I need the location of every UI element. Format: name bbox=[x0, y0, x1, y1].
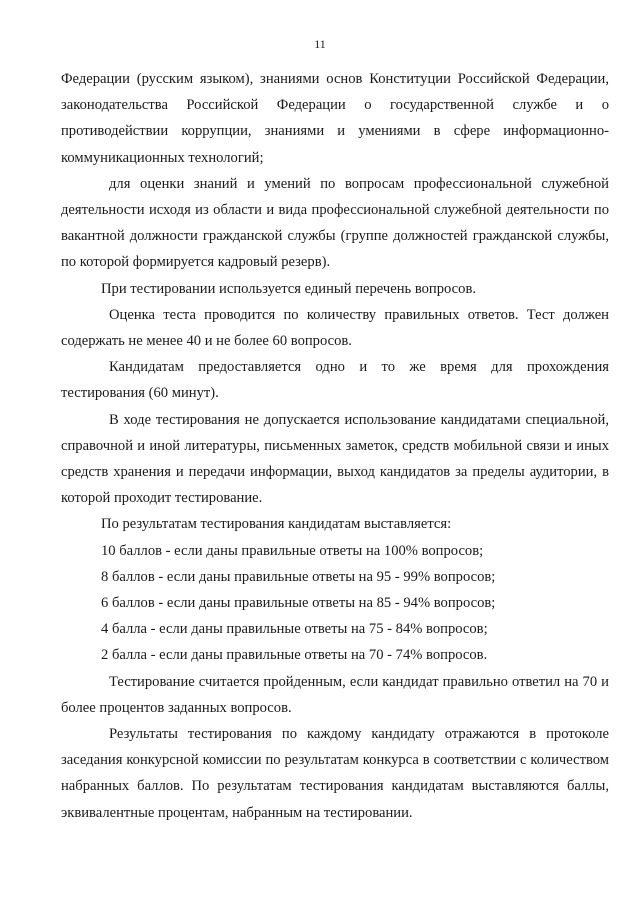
score-item-4: 4 балла - если даны правильные ответы на 75 - 84% вопросов; bbox=[101, 621, 488, 638]
paragraph-pass-threshold: Тестирование считается пройденным, если кандидат правильно ответил на 70 и более процентов заданных вопросов. bbox=[61, 673, 609, 716]
score-item-6: 6 баллов - если даны правильные ответы на 85 - 94% вопросов; bbox=[101, 595, 496, 612]
paragraph-restrictions: В ходе тестирования не допускается использование кандидатами специальной, справочной и иной литературы, письменных заметок, средств мобильной связи и иных средств хранения и передачи информации, выход кандидатов за пределы аудитории, в которой проходит тестирование. bbox=[61, 411, 609, 507]
score-item-8: 8 баллов - если даны правильные ответы на 95 - 99% вопросов; bbox=[101, 568, 496, 585]
paragraph-scoring-intro: По результатам тестирования кандидатам выставляется: bbox=[101, 516, 452, 533]
paragraph-test-evaluation: Оценка теста проводится по количеству правильных ответов. Тест должен содержать не менее 40 и не более 60 вопросов. bbox=[61, 306, 609, 350]
paragraph-results-protocol: Результаты тестирования по каждому кандидату отражаются в протоколе заседания конкурсной комиссии по результатам конкурса в соответствии с количеством набранных баллов. По результатам тестирования кандидатам выставляются баллы, эквивалентные процентам, набранным на тестировании. bbox=[61, 726, 609, 821]
paragraph-assessment-purpose: для оценки знаний и умений по вопросам профессиональной служебной деятельности исходя из области и вида профессиональной служебной деятельности по вакантной должности гражданской службы (группе должностей гражданской службы, по которой формируется кадровый резерв). bbox=[61, 175, 609, 271]
paragraph-test-time: Кандидатам предоставляется одно и то же время для прохождения тестирования (60 минут). bbox=[61, 359, 609, 402]
paragraph-continuation: Федерации (русским языком), знаниями основ Конституции Российской Федерации, законодательства Российской Федерации о государственной службе и о противодействии коррупции, знаниями и умениями в сфере информационно-коммуникационных технологий; bbox=[61, 71, 609, 166]
page-number: 11 bbox=[314, 37, 326, 51]
score-item-2: 2 балла - если даны правильные ответы на 70 - 74% вопросов. bbox=[101, 647, 488, 664]
score-item-10: 10 баллов - если даны правильные ответы на 100% вопросов; bbox=[101, 542, 484, 559]
document-body bbox=[61, 66, 609, 826]
paragraph-question-list: При тестировании используется единый перечень вопросов. bbox=[101, 280, 476, 297]
